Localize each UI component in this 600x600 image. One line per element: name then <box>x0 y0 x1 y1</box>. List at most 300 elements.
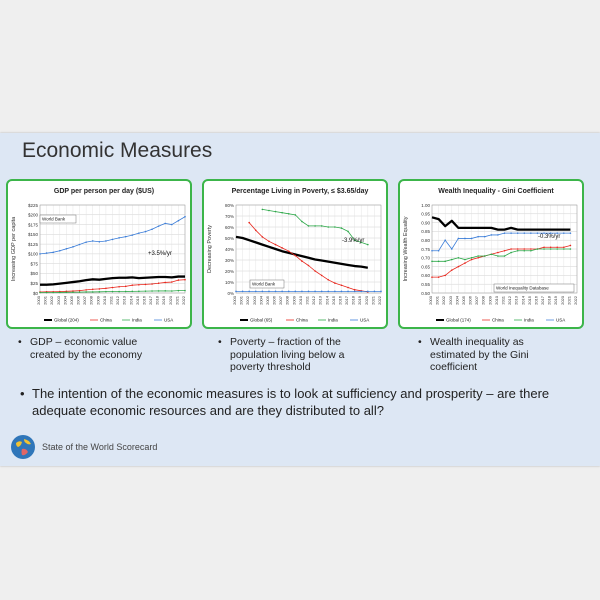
data-point <box>72 246 74 248</box>
y-tick-label: 0.65 <box>421 264 430 270</box>
y-tick-label: 0.90 <box>421 220 430 226</box>
data-point <box>444 275 446 277</box>
legend-entry: China <box>492 317 504 323</box>
x-tick-label: 2016 <box>141 296 147 305</box>
data-point <box>268 291 270 293</box>
data-point <box>85 241 87 243</box>
data-point <box>504 255 506 257</box>
data-point <box>59 292 61 294</box>
data-point <box>295 214 297 216</box>
x-tick-label: 2015 <box>526 296 532 305</box>
legend-entry: China <box>100 317 112 323</box>
x-tick-label: 2020 <box>559 296 565 305</box>
data-point <box>314 270 316 272</box>
data-point <box>354 291 356 293</box>
data-point <box>504 232 506 234</box>
x-tick-label: 2016 <box>533 296 539 305</box>
x-tick-label: 2018 <box>546 296 552 305</box>
source-label: World Bank <box>42 216 66 222</box>
data-point <box>52 252 54 254</box>
gdp-chart-panel <box>6 179 192 329</box>
data-point <box>380 291 382 293</box>
data-point <box>550 246 552 248</box>
data-point <box>105 291 107 293</box>
data-point <box>184 216 186 218</box>
data-point <box>517 232 519 234</box>
data-point <box>178 220 180 222</box>
data-point <box>517 250 519 252</box>
x-tick-label: 2008 <box>284 296 290 305</box>
y-tick-label: 0.85 <box>421 229 430 235</box>
y-tick-label: 50% <box>224 235 234 241</box>
data-point <box>563 248 565 250</box>
x-tick-label: 2009 <box>487 296 493 305</box>
data-point <box>464 262 466 264</box>
x-tick-label: 2000 <box>36 296 41 305</box>
data-point <box>523 232 525 234</box>
data-point <box>59 250 61 252</box>
data-point <box>523 248 525 250</box>
y-tick-label: $75 <box>30 261 38 267</box>
data-point <box>497 234 499 236</box>
data-point <box>46 252 48 254</box>
x-tick-label: 2001 <box>42 296 48 305</box>
data-point <box>347 231 349 233</box>
data-point <box>477 236 479 238</box>
source-label: World Bank <box>252 281 276 287</box>
data-point <box>275 244 277 246</box>
data-point <box>374 291 376 293</box>
data-point <box>556 246 558 248</box>
data-point <box>530 248 532 250</box>
data-point <box>367 291 369 293</box>
x-tick-label: 2021 <box>566 296 572 305</box>
y-tick-label: $125 <box>27 241 38 247</box>
data-point <box>347 287 349 289</box>
data-point <box>431 250 433 252</box>
x-tick-label: 2014 <box>128 296 134 305</box>
y-tick-label: 1.00 <box>421 202 430 208</box>
y-tick-label: 10% <box>224 279 234 285</box>
gini-chart <box>400 181 582 327</box>
legend-entry: Global (65) <box>250 317 273 323</box>
x-tick-label: 2005 <box>68 296 74 305</box>
data-point <box>444 239 446 241</box>
data-point <box>39 253 41 255</box>
data-point <box>491 253 493 255</box>
data-point <box>510 232 512 234</box>
x-tick-label: 2022 <box>573 296 578 305</box>
data-point <box>281 247 283 249</box>
data-point <box>523 250 525 252</box>
data-point <box>341 227 343 229</box>
data-point <box>451 259 453 261</box>
y-tick-label: 40% <box>224 246 234 252</box>
data-point <box>497 255 499 257</box>
x-tick-label: 2002 <box>49 296 55 305</box>
x-tick-label: 2015 <box>134 296 140 305</box>
data-point <box>458 257 460 259</box>
data-point <box>314 291 316 293</box>
y-tick-label: $100 <box>27 251 38 257</box>
x-tick-label: 2011 <box>304 296 310 305</box>
data-point <box>497 252 499 254</box>
x-tick-label: 2000 <box>428 296 433 305</box>
data-point <box>262 209 264 211</box>
data-point <box>281 212 283 214</box>
y-tick-label: 0.60 <box>421 273 430 279</box>
y-axis-label: Increasing Wealth Equality <box>403 216 409 282</box>
legend-entry: India <box>328 317 338 323</box>
data-point <box>281 291 283 293</box>
data-point <box>255 291 257 293</box>
data-point <box>570 232 572 234</box>
data-point <box>268 241 270 243</box>
poverty-chart-panel <box>202 179 388 329</box>
data-point <box>308 291 310 293</box>
data-point <box>85 291 87 293</box>
data-point <box>235 291 237 293</box>
data-point <box>295 255 297 257</box>
x-tick-label: 2004 <box>454 296 460 305</box>
data-point <box>66 292 68 294</box>
data-point <box>464 238 466 240</box>
data-point <box>46 292 48 294</box>
data-point <box>471 257 473 259</box>
x-tick-label: 2004 <box>258 296 264 305</box>
data-point <box>79 291 81 293</box>
x-tick-label: 2001 <box>434 296 440 305</box>
gdp-chart <box>8 181 190 327</box>
data-point <box>99 291 101 293</box>
legend-entry: India <box>524 317 534 323</box>
y-tick-label: $150 <box>27 232 38 238</box>
data-point <box>431 261 433 263</box>
data-point <box>151 283 153 285</box>
data-point <box>171 281 173 283</box>
data-point <box>438 250 440 252</box>
data-point <box>517 248 519 250</box>
bullet-dot: • <box>18 336 22 348</box>
data-point <box>125 291 127 293</box>
bullet-poverty-text: Poverty – fraction of the population living below a poverty threshold <box>230 336 345 373</box>
x-tick-label: 2013 <box>513 296 519 305</box>
slide-title: Economic Measures <box>22 139 213 162</box>
x-tick-label: 2005 <box>460 296 466 305</box>
x-tick-label: 2000 <box>232 296 237 305</box>
x-tick-label: 2007 <box>278 296 284 305</box>
data-point <box>347 291 349 293</box>
x-tick-label: 2021 <box>174 296 180 305</box>
data-point <box>530 250 532 252</box>
x-tick-label: 2014 <box>520 296 526 305</box>
data-point <box>543 246 545 248</box>
x-tick-label: 2006 <box>467 296 473 305</box>
data-point <box>301 260 303 262</box>
trend-annotation: +3.5%/yr <box>148 251 172 257</box>
data-point <box>431 276 433 278</box>
data-point <box>112 239 114 241</box>
data-point <box>99 288 101 290</box>
data-point <box>530 232 532 234</box>
data-point <box>367 244 369 246</box>
data-point <box>301 221 303 223</box>
y-tick-label: 70% <box>224 213 234 219</box>
y-tick-label: 0.70 <box>421 255 430 261</box>
data-point <box>79 244 81 246</box>
data-point <box>105 240 107 242</box>
y-tick-label: 0.50 <box>421 290 430 296</box>
data-point <box>112 291 114 293</box>
data-point <box>131 234 133 236</box>
data-point <box>112 287 114 289</box>
data-point <box>563 246 565 248</box>
data-point <box>458 266 460 268</box>
data-point <box>248 222 250 224</box>
data-point <box>563 232 565 234</box>
y-tick-label: 0.75 <box>421 246 430 252</box>
data-point <box>184 290 186 292</box>
data-point <box>262 291 264 293</box>
x-tick-label: 2008 <box>480 296 486 305</box>
data-point <box>138 290 140 292</box>
y-tick-label: 0.80 <box>421 238 430 243</box>
data-point <box>164 223 166 225</box>
data-point <box>125 286 127 288</box>
x-tick-label: 2008 <box>88 296 94 305</box>
series-line-china <box>432 245 570 277</box>
x-tick-label: 2006 <box>75 296 81 305</box>
legend-entry: India <box>132 317 142 323</box>
y-tick-label: 0% <box>227 290 234 296</box>
data-point <box>66 248 68 250</box>
data-point <box>510 248 512 250</box>
x-tick-label: 2017 <box>344 296 350 305</box>
data-point <box>242 291 244 293</box>
x-tick-label: 2007 <box>82 296 88 305</box>
data-point <box>138 284 140 286</box>
x-tick-label: 2015 <box>330 296 336 305</box>
source-label: World Inequality Database <box>496 285 549 291</box>
data-point <box>327 226 329 228</box>
chart-title: Percentage Living in Poverty, ≤ $3.65/day <box>231 188 369 195</box>
y-tick-label: $0 <box>32 290 38 296</box>
y-tick-label: $200 <box>27 212 38 218</box>
data-point <box>438 261 440 263</box>
x-tick-label: 2001 <box>238 296 244 305</box>
x-tick-label: 2005 <box>264 296 270 305</box>
data-point <box>295 291 297 293</box>
data-point <box>341 285 343 287</box>
data-point <box>268 210 270 212</box>
data-point <box>537 248 539 250</box>
data-point <box>477 255 479 257</box>
data-point <box>248 291 250 293</box>
data-point <box>334 226 336 228</box>
data-point <box>171 290 173 292</box>
x-tick-label: 2012 <box>507 296 513 305</box>
data-point <box>288 213 290 215</box>
x-tick-label: 2019 <box>553 296 559 305</box>
data-point <box>321 275 323 277</box>
data-point <box>504 250 506 252</box>
data-point <box>275 211 277 213</box>
y-tick-label: $25 <box>30 281 38 287</box>
x-tick-label: 2014 <box>324 296 330 305</box>
data-point <box>471 238 473 240</box>
data-point <box>145 284 147 286</box>
data-point <box>158 225 160 227</box>
chart-title: Wealth Inequality - Gini Coefficient <box>438 188 554 195</box>
bullet-gdp-text: GDP – economic value created by the economy <box>30 336 143 361</box>
data-point <box>39 292 41 294</box>
data-point <box>118 291 120 293</box>
data-point <box>92 240 94 242</box>
data-point <box>52 292 54 294</box>
chart-title: GDP per person per day ($US) <box>53 188 155 195</box>
legend-entry: China <box>296 317 308 323</box>
data-point <box>444 261 446 263</box>
x-tick-label: 2019 <box>161 296 167 305</box>
data-point <box>570 245 572 247</box>
data-point <box>354 289 356 291</box>
x-tick-label: 2013 <box>317 296 323 305</box>
data-point <box>131 284 133 286</box>
data-point <box>158 290 160 292</box>
globe-icon <box>10 434 36 460</box>
x-tick-label: 2017 <box>540 296 546 305</box>
data-point <box>334 282 336 284</box>
data-point <box>178 279 180 281</box>
data-point <box>458 238 460 240</box>
x-tick-label: 2022 <box>181 296 186 305</box>
bullet-gdp <box>18 336 175 361</box>
data-point <box>491 234 493 236</box>
data-point <box>151 290 153 292</box>
purpose-statement <box>20 385 577 419</box>
data-point <box>451 248 453 250</box>
series-line-global <box>432 217 570 229</box>
data-point <box>85 289 87 291</box>
y-tick-label: $225 <box>27 202 38 208</box>
brand-name: State of the World Scorecard <box>42 442 158 452</box>
trend-annotation: -3.9%/yr <box>342 238 365 244</box>
data-point <box>138 232 140 234</box>
x-tick-label: 2004 <box>62 296 68 305</box>
data-point <box>171 224 173 226</box>
x-tick-label: 2016 <box>337 296 343 305</box>
data-point <box>464 259 466 261</box>
data-point <box>556 248 558 250</box>
data-point <box>327 291 329 293</box>
data-point <box>484 255 486 257</box>
y-tick-label: 30% <box>224 257 234 263</box>
data-point <box>262 236 264 238</box>
data-point <box>451 269 453 271</box>
y-tick-label: 80% <box>224 202 234 208</box>
data-point <box>327 279 329 281</box>
x-tick-label: 2022 <box>377 296 382 305</box>
data-point <box>72 291 74 293</box>
data-point <box>570 248 572 250</box>
data-point <box>178 290 180 292</box>
purpose-statement-text: The intention of the economic measures is to look at sufficiency and prosperity – are there adequate economic resources and are they distributed to all? <box>32 386 550 418</box>
x-tick-label: 2020 <box>363 296 369 305</box>
x-tick-label: 2013 <box>121 296 127 305</box>
data-point <box>145 290 147 292</box>
y-axis-label: Increasing GDP per capita <box>11 216 17 282</box>
series-line-india <box>432 249 570 261</box>
x-tick-label: 2010 <box>493 296 499 305</box>
x-tick-label: 2002 <box>245 296 251 305</box>
data-point <box>438 276 440 278</box>
x-tick-label: 2009 <box>291 296 297 305</box>
data-point <box>321 225 323 227</box>
x-tick-label: 2019 <box>357 296 363 305</box>
data-point <box>543 248 545 250</box>
data-point <box>484 236 486 238</box>
x-tick-label: 2017 <box>148 296 154 305</box>
data-point <box>151 228 153 230</box>
data-point <box>164 282 166 284</box>
data-point <box>164 290 166 292</box>
data-point <box>341 291 343 293</box>
y-tick-label: 20% <box>224 268 234 274</box>
data-point <box>158 282 160 284</box>
bullet-gini-text: Wealth inequality as estimated by the Gini coefficient <box>430 336 529 373</box>
data-point <box>288 291 290 293</box>
data-point <box>510 252 512 254</box>
y-tick-label: 60% <box>224 224 234 230</box>
x-tick-label: 2010 <box>297 296 303 305</box>
x-tick-label: 2021 <box>370 296 376 305</box>
x-tick-label: 2009 <box>95 296 101 305</box>
poverty-chart <box>204 181 386 327</box>
gini-chart-panel <box>398 179 584 329</box>
legend-entry: USA <box>556 317 566 323</box>
data-point <box>92 288 94 290</box>
trend-annotation: -0.3%/yr <box>538 234 561 240</box>
x-tick-label: 2003 <box>251 296 257 305</box>
data-point <box>288 250 290 252</box>
legend-entry: Global (174) <box>446 317 471 323</box>
data-point <box>125 236 127 238</box>
x-tick-label: 2011 <box>108 296 114 305</box>
y-tick-label: $175 <box>27 222 38 228</box>
x-tick-label: 2011 <box>500 296 506 305</box>
data-point <box>314 225 316 227</box>
data-point <box>131 291 133 293</box>
data-point <box>145 231 147 233</box>
y-tick-label: 0.95 <box>421 211 430 217</box>
data-point <box>308 265 310 267</box>
x-tick-label: 2018 <box>154 296 160 305</box>
bullet-gini <box>418 336 570 374</box>
x-tick-label: 2012 <box>311 296 317 305</box>
bullet-dot: • <box>418 336 422 348</box>
x-tick-label: 2020 <box>167 296 173 305</box>
slide <box>0 133 600 466</box>
bullet-dot: • <box>218 336 222 348</box>
data-point <box>275 291 277 293</box>
bullet-dot: • <box>20 386 25 401</box>
y-tick-label: $50 <box>30 271 38 277</box>
x-tick-label: 2003 <box>55 296 61 305</box>
x-tick-label: 2007 <box>474 296 480 305</box>
y-tick-label: 0.55 <box>421 282 430 287</box>
data-point <box>79 290 81 292</box>
data-point <box>118 237 120 239</box>
